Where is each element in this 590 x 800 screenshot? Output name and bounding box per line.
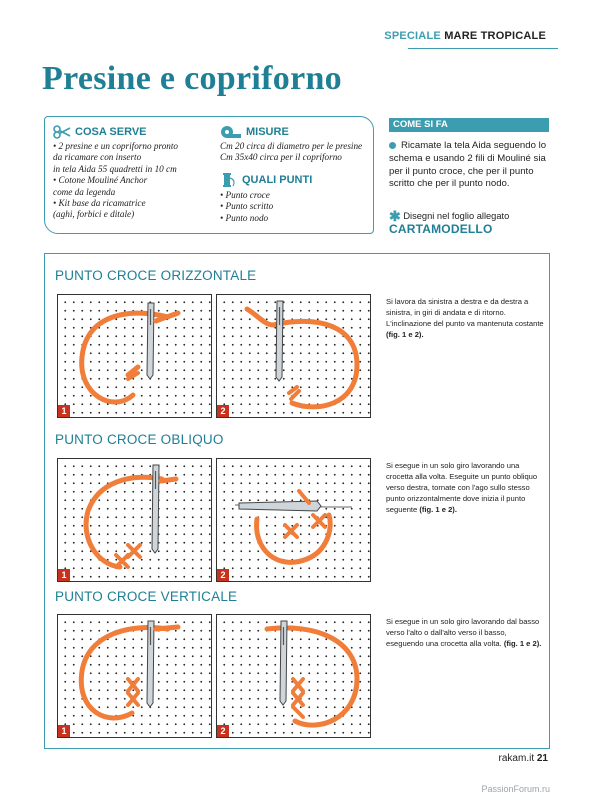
section-header	[384, 30, 546, 42]
quali-punti-heading: QUALI PUNTI	[220, 172, 370, 188]
section-text-obliquo: Si esegue in un solo giro lavorando una crocetta alla volta. Eseguite un punto obliquo verso destra, tornate con l'ago sullo stesso punto orizzontalmente dove inizia il punto seguente (fig. 1 e 2).	[386, 461, 538, 514]
stitch-illustration	[58, 615, 212, 738]
stitch-illustration	[217, 615, 371, 738]
disegni-note: ✱ Disegni nel foglio allegato	[389, 208, 510, 224]
page-footer	[499, 753, 548, 764]
figure-obliquo-2	[216, 458, 371, 582]
asterisk-icon: ✱	[389, 208, 401, 224]
figure-verticale-1	[57, 614, 212, 738]
figure-badge: 2	[217, 405, 229, 417]
section-title-verticale: PUNTO CROCE VERTICALE	[55, 589, 238, 604]
section-title-obliquo: PUNTO CROCE OBLIQUO	[55, 432, 224, 447]
figure-badge: 2	[217, 569, 229, 581]
cosa-serve-list: • 2 presine e un copriforno pronto da ricamare con inserto in tela Aida 55 quadretti in 10 cm • Cotone Mouliné Anchor come da legenda • Kit base da ricamatrice (aghi, forbici e ditale)	[53, 141, 179, 220]
stitch-panel	[44, 253, 550, 749]
bullet-dot-icon	[389, 142, 396, 149]
figure-badge: 2	[217, 725, 229, 737]
section-text-orizzontale: Si lavora da sinistra a destra e da destra a sinistra, in giri di andata e di ritorno. L'inclinazione del punto va mantenuta costante (fig. 1 e 2).	[386, 297, 544, 339]
figure-obliquo-1	[57, 458, 212, 582]
site-name: rakam.it	[498, 753, 535, 764]
section-title-orizzontale: PUNTO CROCE ORIZZONTALE	[55, 268, 257, 283]
page-title: Presine e copriforno	[42, 60, 342, 97]
come-si-fa-heading: COME SI FA	[389, 118, 549, 132]
cosa-serve-heading: COSA SERVE	[53, 125, 218, 139]
misure-list: Cm 20 circa di diametro per le presine Cm 35x40 circa per il copriforno	[220, 141, 363, 163]
stitch-illustration	[58, 459, 212, 582]
stitch-illustration	[58, 295, 212, 418]
thread-spool-icon	[220, 172, 238, 188]
figure-badge: 1	[58, 405, 70, 417]
figure-verticale-2	[216, 614, 371, 738]
figure-orizzontale-1	[57, 294, 212, 418]
section-text-verticale: Si esegue in un solo giro lavorando dal basso verso l'alto o dall'alto verso il basso, eseguendo una crocetta alla volta. (fig. 1 e 2).	[386, 617, 542, 648]
misure-heading: MISURE	[220, 125, 370, 139]
figure-badge: 1	[58, 725, 70, 737]
stitch-illustration	[217, 295, 371, 418]
page-number: 21	[536, 753, 548, 764]
stitch-illustration	[217, 459, 371, 582]
materials-box	[44, 116, 374, 234]
header-rule	[408, 48, 558, 49]
cartamodello-label: CARTAMODELLO	[389, 222, 493, 236]
scissors-icon	[53, 125, 71, 139]
watermark: PassionForum.ru	[481, 784, 550, 794]
tape-measure-icon	[220, 125, 242, 139]
figure-orizzontale-2	[216, 294, 371, 418]
figure-badge: 1	[58, 569, 70, 581]
quali-punti-list: • Punto croce • Punto scritto • Punto nodo	[220, 189, 274, 223]
come-si-fa-text: Ricamate la tela Aida seguendo lo schema e usando 2 fili di Mouliné sia per il punto croce, che per il punto scritto che per il punto nodo.	[389, 140, 547, 190]
subsection-label: MARE TROPICALE	[444, 30, 546, 42]
section-label: SPECIALE	[384, 30, 441, 42]
